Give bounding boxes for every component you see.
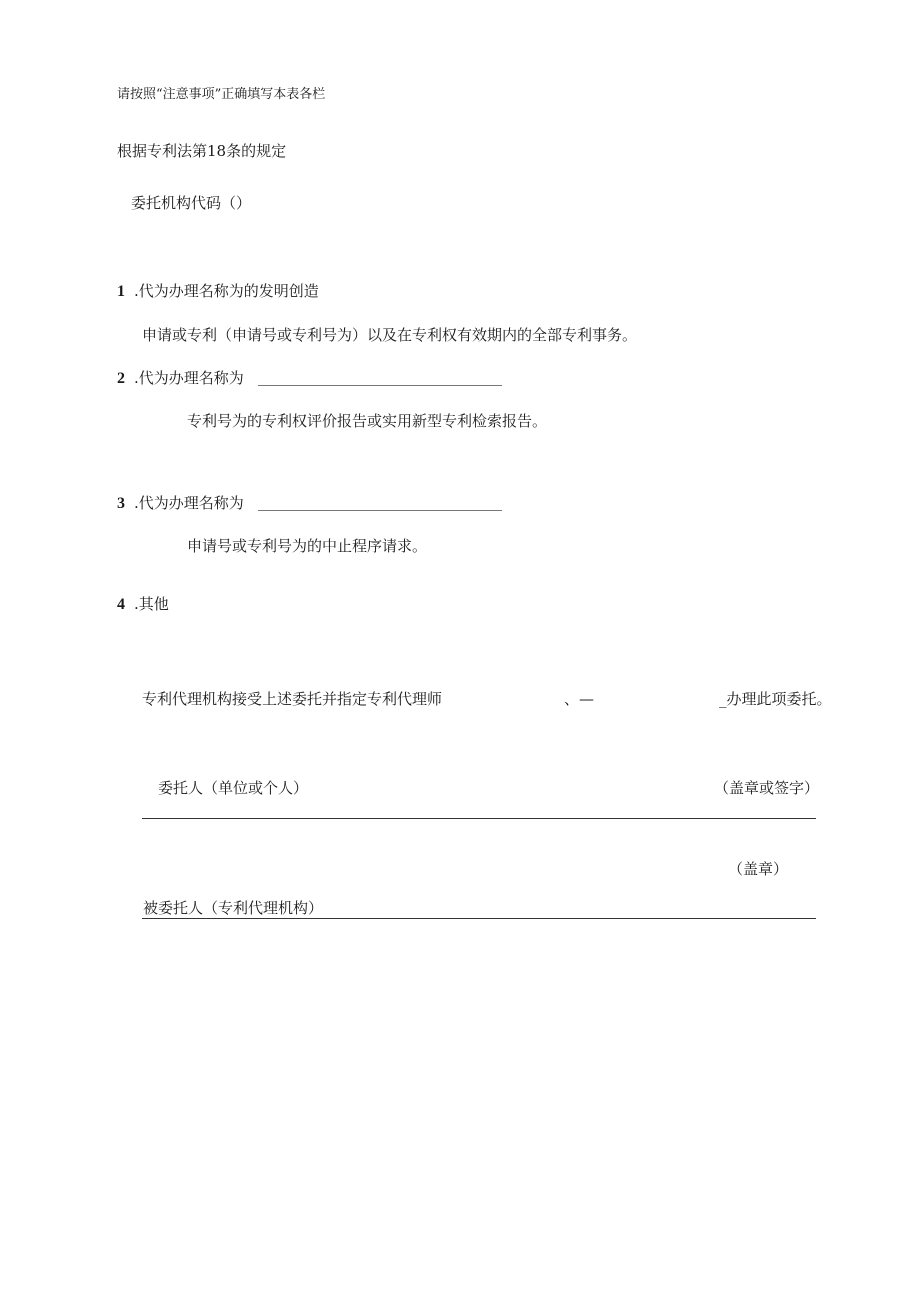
legal-basis-text: 根据专利法第18条的规定 (117, 142, 287, 160)
item-2-label: .代为办理名称为 (134, 369, 244, 387)
acceptance-text: 专利代理机构接受上述委托并指定专利代理师 (142, 690, 443, 708)
acceptance-suffix: _办理此项委托。 (719, 690, 832, 708)
item-4-number: 4 (117, 596, 125, 613)
item-1-label: .代为办理名称为的发明创造 (134, 282, 319, 300)
item-2-number: 2 (117, 370, 125, 387)
agent-signature-line[interactable] (142, 918, 816, 919)
agent-seal-label: （盖章） (728, 860, 789, 878)
item-1-number: 1 (117, 283, 125, 300)
item-2-name-field[interactable] (258, 385, 502, 386)
item-3-detail: 申请号或专利号为的中止程序请求。 (187, 537, 428, 555)
item-3-number: 3 (117, 495, 125, 512)
principal-signature-line[interactable] (142, 818, 816, 819)
item-3-label: .代为办理名称为 (134, 494, 244, 512)
acceptance-separator: 、— (564, 690, 595, 708)
agency-code-label: 委托机构代码（） (131, 194, 252, 212)
instruction-text: 请按照“注意事项”正确填写本表各栏 (117, 87, 326, 102)
item-2-detail: 专利号为的专利权评价报告或实用新型专利检索报告。 (187, 412, 548, 430)
principal-label: 委托人（单位或个人） (158, 779, 309, 797)
item-1-detail: 申请或专利（申请号或专利号为）以及在专利权有效期内的全部专利事务。 (142, 326, 638, 344)
item-4-label: .其他 (134, 595, 169, 613)
principal-seal-label: （盖章或签字） (714, 779, 820, 797)
agent-label: 被委托人（专利代理机构） (143, 899, 324, 917)
item-3-name-field[interactable] (258, 510, 502, 511)
